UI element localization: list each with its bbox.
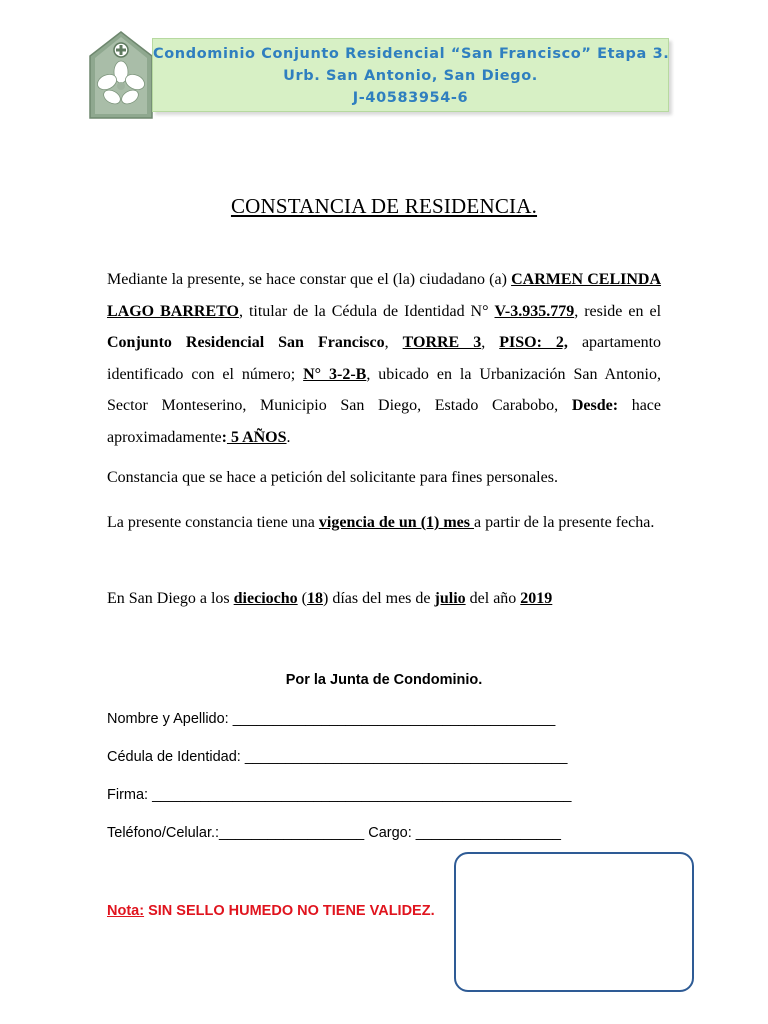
note-text: SIN SELLO HUMEDO NO TIENE VALIDEZ. [144, 903, 435, 919]
id-field [107, 749, 567, 765]
house-leaf-logo-icon [88, 30, 154, 120]
role-label: Cargo: [364, 825, 412, 841]
statement-text: : [221, 428, 227, 446]
stamp-box [454, 852, 694, 992]
condominium-rif: J-40583954-6 [352, 90, 469, 106]
citizen-id: V-3.935.779 [494, 302, 575, 320]
signature-label: Firma: [107, 787, 149, 803]
since-label: Desde: [571, 397, 619, 414]
role-blank: __________________ [411, 825, 561, 841]
statement-text: apartamento identificado con el número; [107, 334, 662, 383]
phone-label: Teléfono/Celular.: [107, 825, 220, 841]
condominium-address: Urb. San Antonio, San Diego. [283, 68, 538, 84]
residence-name: Conjunto Residencial San Francisco [107, 334, 385, 351]
statement-text: , ubicado en la Urbanización San Antonio, Sector Monteserino, Municipio San Diego, Estado Carabobo, [107, 365, 661, 414]
date-text: del año [465, 590, 521, 607]
year: 2019 [520, 590, 553, 607]
validity-term: vigencia de un (1) mes [318, 514, 475, 531]
id-label: Cédula de Identidad: [107, 749, 241, 765]
petition-statement: Constancia que se hace a petición del solicitante para fines personales. [107, 469, 558, 486]
tower-number: TORRE 3 [402, 334, 482, 351]
month: julio [434, 590, 466, 607]
statement-text: hace aproximadamente [107, 397, 662, 446]
board-heading: Por la Junta de Condominio. [285, 672, 483, 688]
day-number: 18 [306, 590, 323, 607]
id-blank: ________________________________________ [240, 749, 568, 765]
validity-statement [107, 507, 661, 539]
name-blank: ________________________________________ [228, 711, 556, 727]
stamp-note [107, 903, 435, 919]
signature-blank: ____________________________________________________ [148, 787, 572, 803]
document-title: CONSTANCIA DE RESIDENCIA. [230, 194, 538, 218]
statement-text: . [286, 428, 291, 446]
condominium-name: Condominio Conjunto Residencial “San Francisco” Etapa 3. [153, 46, 670, 62]
statement-text: Mediante la presente, se hace constar que el (la) ciudadano (a) [107, 271, 512, 288]
validity-text: La presente constancia tiene una [107, 514, 319, 531]
statement-text: , reside en el [574, 302, 662, 320]
citizen-name: CARMEN CELINDA LAGO BARRETO [107, 271, 662, 320]
date-text: ( [297, 590, 307, 607]
cross-in-circle-icon [114, 43, 128, 57]
statement-text: , titular de la Cédula de Identidad N° [238, 302, 495, 320]
day-word: dieciocho [233, 590, 298, 607]
residence-statement [107, 264, 661, 453]
apartment-number: N° 3-2-B [303, 365, 367, 383]
phone-role-field [107, 825, 561, 841]
name-field [107, 711, 555, 727]
statement-text: , [384, 334, 403, 351]
note-label: Nota: [107, 903, 145, 919]
name-label: Nombre y Apellido: [107, 711, 229, 727]
issue-date [107, 583, 661, 615]
validity-text: a partir de la presente fecha. [474, 514, 655, 531]
floor-number: PISO: 2, [499, 334, 568, 351]
phone-blank: __________________ [219, 825, 365, 841]
residence-duration: 5 AÑOS [226, 428, 287, 446]
date-text: En San Diego a los [107, 590, 234, 607]
signature-field [107, 787, 571, 803]
letterhead-box [152, 38, 669, 112]
statement-text: , [481, 334, 500, 351]
date-text: ) días del mes de [322, 590, 435, 607]
